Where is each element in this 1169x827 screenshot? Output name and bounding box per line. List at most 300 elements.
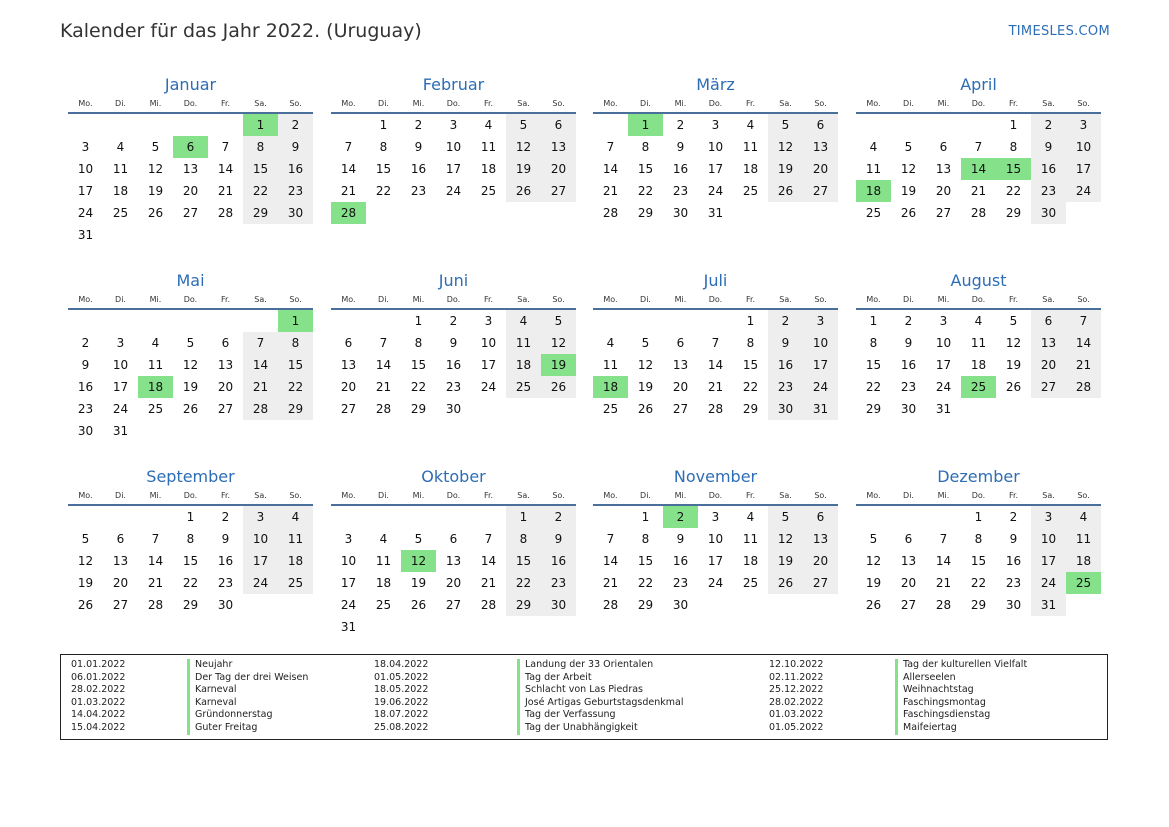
empty-day-cell bbox=[926, 114, 961, 136]
weekday-label: Mo. bbox=[603, 295, 618, 304]
day-cell: 21 bbox=[602, 184, 619, 198]
day-cell: 28 bbox=[935, 598, 952, 612]
day-cell: 30 bbox=[77, 424, 94, 438]
week-row bbox=[331, 616, 576, 638]
day-cell: 28 bbox=[147, 598, 164, 612]
day-cell: 17 bbox=[445, 162, 462, 176]
day-cell: 23 bbox=[768, 376, 803, 398]
month-name: März bbox=[696, 75, 735, 94]
day-cell: 27 bbox=[803, 180, 838, 202]
day-cell: 10 bbox=[707, 140, 724, 154]
day-cell: 21 bbox=[1066, 354, 1101, 376]
month-april bbox=[856, 74, 1101, 224]
day-cell: 4 bbox=[974, 314, 983, 328]
day-cell: 10 bbox=[1031, 528, 1066, 550]
week-row bbox=[593, 506, 838, 528]
day-cell: 31 bbox=[803, 398, 838, 420]
day-cell: 29 bbox=[637, 206, 654, 220]
legend-date: 28.02.2022 bbox=[769, 696, 824, 708]
day-cell: 20 bbox=[1031, 354, 1066, 376]
legend-date: 25.12.2022 bbox=[769, 684, 824, 696]
day-cell: 24 bbox=[77, 206, 94, 220]
weekday-label: Fr. bbox=[1008, 491, 1019, 500]
day-cell: 20 bbox=[340, 380, 357, 394]
day-cell: 1 bbox=[641, 510, 650, 524]
week-row bbox=[856, 506, 1101, 528]
day-cell: 13 bbox=[541, 136, 576, 158]
day-cell: 19 bbox=[637, 380, 654, 394]
empty-day-cell bbox=[471, 616, 506, 638]
day-cell: 12 bbox=[506, 136, 541, 158]
week-row bbox=[68, 376, 313, 398]
empty-day-cell bbox=[891, 506, 926, 528]
day-cell: 17 bbox=[707, 554, 724, 568]
day-cell: 10 bbox=[445, 140, 462, 154]
empty-day-cell bbox=[436, 506, 471, 528]
day-cell: 1 bbox=[869, 314, 878, 328]
day-cell: 23 bbox=[410, 184, 427, 198]
day-cell: 17 bbox=[707, 162, 724, 176]
day-cell: 3 bbox=[449, 118, 458, 132]
day-cell: 3 bbox=[803, 310, 838, 332]
day-cell: 11 bbox=[970, 336, 987, 350]
day-cell: 17 bbox=[77, 184, 94, 198]
day-cell: 11 bbox=[506, 332, 541, 354]
day-cell: 23 bbox=[541, 572, 576, 594]
day-cell: 24 bbox=[803, 376, 838, 398]
legend-holiday-name: Tag der kulturellen Vielfalt bbox=[895, 659, 1027, 672]
empty-day-cell bbox=[208, 420, 243, 442]
day-cell: 6 bbox=[803, 114, 838, 136]
weekday-header bbox=[856, 96, 1101, 114]
week-row bbox=[331, 354, 576, 376]
day-cell: 22 bbox=[742, 380, 759, 394]
day-cell: 27 bbox=[672, 402, 689, 416]
weekday-label: Mi. bbox=[412, 491, 425, 500]
weekday-header bbox=[593, 292, 838, 310]
empty-day-cell bbox=[243, 310, 278, 332]
day-cell: 22 bbox=[278, 376, 313, 398]
day-cell: 20 bbox=[182, 184, 199, 198]
holiday-day-cell: 15 bbox=[996, 158, 1031, 180]
legend-date: 01.03.2022 bbox=[71, 696, 126, 708]
day-cell: 11 bbox=[480, 140, 497, 154]
day-cell: 16 bbox=[1005, 554, 1022, 568]
weekday-label: Sa. bbox=[254, 295, 267, 304]
empty-day-cell bbox=[471, 398, 506, 420]
holiday-legend bbox=[60, 654, 1108, 740]
month-name: Juli bbox=[703, 271, 728, 290]
day-cell: 8 bbox=[869, 336, 878, 350]
day-cell: 1 bbox=[414, 314, 423, 328]
day-cell: 7 bbox=[151, 532, 160, 546]
day-cell: 27 bbox=[541, 180, 576, 202]
legend-holiday-name: Landung der 33 Orientalen bbox=[517, 659, 684, 672]
day-cell: 31 bbox=[77, 228, 94, 242]
day-cell: 5 bbox=[541, 310, 576, 332]
day-cell: 28 bbox=[970, 206, 987, 220]
empty-day-cell bbox=[856, 506, 891, 528]
day-cell: 27 bbox=[112, 598, 129, 612]
day-cell: 2 bbox=[768, 310, 803, 332]
day-cell: 8 bbox=[1009, 140, 1018, 154]
week-row bbox=[68, 528, 313, 550]
day-cell: 11 bbox=[1066, 528, 1101, 550]
week-row bbox=[593, 332, 838, 354]
day-cell: 31 bbox=[707, 206, 724, 220]
day-cell: 5 bbox=[641, 336, 650, 350]
day-cell: 26 bbox=[768, 180, 803, 202]
empty-day-cell bbox=[208, 114, 243, 136]
empty-day-cell bbox=[278, 420, 313, 442]
legend-names-column bbox=[187, 659, 308, 735]
day-cell: 28 bbox=[375, 402, 392, 416]
day-cell: 24 bbox=[480, 380, 497, 394]
legend-date: 12.10.2022 bbox=[769, 659, 824, 670]
day-cell: 16 bbox=[445, 358, 462, 372]
weekday-label: Do. bbox=[446, 295, 461, 304]
brand-link[interactable]: TIMESLES.COM bbox=[1008, 24, 1110, 39]
month-september bbox=[68, 466, 313, 616]
day-cell: 15 bbox=[637, 162, 654, 176]
weekday-label: Do. bbox=[971, 99, 986, 108]
weekday-label: Do. bbox=[446, 99, 461, 108]
weekday-label: Do. bbox=[971, 295, 986, 304]
day-cell: 12 bbox=[147, 162, 164, 176]
holiday-day-cell: 25 bbox=[1066, 572, 1101, 594]
weekday-label: Do. bbox=[708, 491, 723, 500]
day-cell: 25 bbox=[112, 206, 129, 220]
day-cell: 12 bbox=[768, 528, 803, 550]
empty-day-cell bbox=[436, 616, 471, 638]
empty-day-cell bbox=[243, 594, 278, 616]
day-cell: 13 bbox=[1031, 332, 1066, 354]
weekday-label: Di. bbox=[378, 295, 389, 304]
legend-date: 18.07.2022 bbox=[374, 709, 429, 721]
holiday-day-cell: 18 bbox=[593, 376, 628, 398]
empty-day-cell bbox=[243, 224, 278, 246]
day-cell: 6 bbox=[449, 532, 458, 546]
day-cell: 24 bbox=[935, 380, 952, 394]
day-cell: 24 bbox=[445, 184, 462, 198]
legend-date: 15.04.2022 bbox=[71, 721, 126, 733]
day-cell: 12 bbox=[768, 136, 803, 158]
week-row bbox=[856, 398, 1101, 420]
day-cell: 16 bbox=[217, 554, 234, 568]
weekday-label: Mi. bbox=[674, 491, 687, 500]
day-cell: 7 bbox=[974, 140, 983, 154]
day-cell: 15 bbox=[375, 162, 392, 176]
day-cell: 23 bbox=[77, 402, 94, 416]
legend-date: 18.05.2022 bbox=[374, 684, 429, 696]
day-cell: 6 bbox=[803, 506, 838, 528]
day-cell: 14 bbox=[147, 554, 164, 568]
day-cell: 24 bbox=[1031, 572, 1066, 594]
day-cell: 3 bbox=[484, 314, 493, 328]
day-cell: 22 bbox=[375, 184, 392, 198]
week-row bbox=[593, 572, 838, 594]
day-cell: 22 bbox=[865, 380, 882, 394]
empty-day-cell bbox=[138, 114, 173, 136]
day-cell: 2 bbox=[221, 510, 230, 524]
weekday-label: Mi. bbox=[674, 295, 687, 304]
day-cell: 25 bbox=[742, 184, 759, 198]
day-cell: 3 bbox=[711, 118, 720, 132]
legend-holiday-name: Karneval bbox=[187, 684, 308, 697]
week-row bbox=[593, 528, 838, 550]
legend-holiday-name: Der Tag der drei Weisen bbox=[187, 672, 308, 685]
legend-date: 25.08.2022 bbox=[374, 721, 429, 733]
day-cell: 7 bbox=[606, 140, 615, 154]
week-row bbox=[593, 594, 838, 616]
week-row bbox=[331, 506, 576, 528]
day-cell: 22 bbox=[410, 380, 427, 394]
day-cell: 4 bbox=[606, 336, 615, 350]
week-row bbox=[331, 114, 576, 136]
legend-date: 01.05.2022 bbox=[769, 721, 824, 733]
day-cell: 29 bbox=[637, 598, 654, 612]
day-cell: 30 bbox=[278, 202, 313, 224]
day-cell: 7 bbox=[344, 140, 353, 154]
day-cell: 23 bbox=[445, 380, 462, 394]
day-cell: 11 bbox=[602, 358, 619, 372]
weekday-label: Do. bbox=[183, 99, 198, 108]
week-row bbox=[68, 224, 313, 246]
weekday-label: So. bbox=[552, 491, 565, 500]
empty-day-cell bbox=[331, 506, 366, 528]
day-cell: 23 bbox=[672, 576, 689, 590]
empty-day-cell bbox=[366, 506, 401, 528]
day-cell: 18 bbox=[1066, 550, 1101, 572]
day-cell: 10 bbox=[112, 358, 129, 372]
day-cell: 11 bbox=[865, 162, 882, 176]
day-cell: 30 bbox=[1031, 202, 1066, 224]
weekday-label: Mi. bbox=[149, 491, 162, 500]
day-cell: 26 bbox=[506, 180, 541, 202]
day-cell: 2 bbox=[1031, 114, 1066, 136]
day-cell: 4 bbox=[484, 118, 493, 132]
day-cell: 13 bbox=[340, 358, 357, 372]
weekday-label: Mi. bbox=[149, 99, 162, 108]
legend-holiday-name: Weihnachtstag bbox=[895, 684, 1027, 697]
day-cell: 22 bbox=[243, 180, 278, 202]
week-row bbox=[331, 136, 576, 158]
day-cell: 7 bbox=[711, 336, 720, 350]
month-name: Dezember bbox=[937, 467, 1020, 486]
day-cell: 26 bbox=[865, 598, 882, 612]
day-cell: 13 bbox=[803, 136, 838, 158]
day-cell: 4 bbox=[869, 140, 878, 154]
day-cell: 22 bbox=[637, 576, 654, 590]
day-cell: 6 bbox=[904, 532, 913, 546]
day-cell: 23 bbox=[1031, 180, 1066, 202]
week-row bbox=[68, 354, 313, 376]
day-cell: 27 bbox=[445, 598, 462, 612]
legend-holiday-name: Gründonnerstag bbox=[187, 709, 308, 722]
day-cell: 14 bbox=[602, 162, 619, 176]
weekday-label: Fr. bbox=[745, 295, 756, 304]
day-cell: 30 bbox=[1005, 598, 1022, 612]
day-cell: 11 bbox=[742, 532, 759, 546]
week-row bbox=[856, 180, 1101, 202]
day-cell: 5 bbox=[768, 114, 803, 136]
week-row bbox=[68, 594, 313, 616]
weekday-label: So. bbox=[814, 99, 827, 108]
day-cell: 10 bbox=[480, 336, 497, 350]
day-cell: 20 bbox=[935, 184, 952, 198]
empty-day-cell bbox=[173, 310, 208, 332]
day-cell: 13 bbox=[935, 162, 952, 176]
day-cell: 29 bbox=[970, 598, 987, 612]
day-cell: 14 bbox=[602, 554, 619, 568]
week-row bbox=[331, 550, 576, 572]
legend-date: 18.04.2022 bbox=[374, 659, 429, 670]
page-title: Kalender für das Jahr 2022. (Uruguay) bbox=[60, 20, 422, 42]
weekday-label: Mi. bbox=[149, 295, 162, 304]
weekday-label: Di. bbox=[378, 491, 389, 500]
month-august bbox=[856, 270, 1101, 420]
day-cell: 30 bbox=[445, 402, 462, 416]
day-cell: 20 bbox=[672, 380, 689, 394]
week-row bbox=[331, 572, 576, 594]
weekday-label: Di. bbox=[640, 491, 651, 500]
empty-day-cell bbox=[1066, 202, 1101, 224]
month-juni bbox=[331, 270, 576, 420]
empty-day-cell bbox=[593, 506, 628, 528]
day-cell: 3 bbox=[1066, 114, 1101, 136]
day-cell: 12 bbox=[865, 554, 882, 568]
weekday-label: Sa. bbox=[779, 491, 792, 500]
week-row bbox=[68, 420, 313, 442]
empty-day-cell bbox=[278, 224, 313, 246]
day-cell: 29 bbox=[410, 402, 427, 416]
day-cell: 18 bbox=[742, 162, 759, 176]
week-row bbox=[331, 376, 576, 398]
day-cell: 9 bbox=[414, 140, 423, 154]
day-cell: 5 bbox=[768, 506, 803, 528]
day-cell: 9 bbox=[278, 136, 313, 158]
day-cell: 18 bbox=[506, 354, 541, 376]
weekday-label: Fr. bbox=[483, 99, 494, 108]
weekday-label: Di. bbox=[378, 99, 389, 108]
day-cell: 27 bbox=[803, 572, 838, 594]
day-cell: 14 bbox=[375, 358, 392, 372]
day-cell: 8 bbox=[641, 532, 650, 546]
weekday-label: Sa. bbox=[254, 491, 267, 500]
week-row bbox=[856, 310, 1101, 332]
holiday-day-cell: 18 bbox=[138, 376, 173, 398]
week-row bbox=[856, 332, 1101, 354]
weekday-label: Sa. bbox=[1042, 295, 1055, 304]
empty-day-cell bbox=[278, 594, 313, 616]
legend-date: 01.03.2022 bbox=[769, 709, 824, 721]
week-row bbox=[856, 202, 1101, 224]
weekday-label: Mo. bbox=[341, 295, 356, 304]
day-cell: 19 bbox=[768, 158, 803, 180]
weekday-label: Di. bbox=[115, 491, 126, 500]
weekday-label: Mi. bbox=[412, 295, 425, 304]
legend-holiday-name: Faschingsdienstag bbox=[895, 709, 1027, 722]
day-cell: 29 bbox=[865, 402, 882, 416]
day-cell: 2 bbox=[449, 314, 458, 328]
week-row bbox=[331, 310, 576, 332]
week-row bbox=[856, 528, 1101, 550]
day-cell: 30 bbox=[672, 598, 689, 612]
month-name: Januar bbox=[164, 75, 217, 94]
day-cell: 27 bbox=[182, 206, 199, 220]
month-oktober bbox=[331, 466, 576, 638]
day-cell: 19 bbox=[900, 184, 917, 198]
day-cell: 15 bbox=[637, 554, 654, 568]
day-cell: 25 bbox=[742, 576, 759, 590]
day-cell: 6 bbox=[221, 336, 230, 350]
day-cell: 2 bbox=[414, 118, 423, 132]
legend-date: 02.11.2022 bbox=[769, 671, 824, 683]
empty-day-cell bbox=[996, 398, 1031, 420]
day-cell: 6 bbox=[676, 336, 685, 350]
day-cell: 21 bbox=[375, 380, 392, 394]
weekday-label: Do. bbox=[708, 99, 723, 108]
weekday-label: Do. bbox=[446, 491, 461, 500]
holiday-day-cell: 19 bbox=[541, 354, 576, 376]
day-cell: 28 bbox=[602, 598, 619, 612]
day-cell: 1 bbox=[186, 510, 195, 524]
day-cell: 19 bbox=[77, 576, 94, 590]
weekday-label: So. bbox=[814, 491, 827, 500]
day-cell: 4 bbox=[746, 510, 755, 524]
day-cell: 30 bbox=[217, 598, 234, 612]
week-row bbox=[856, 136, 1101, 158]
legend-names-column bbox=[895, 659, 1027, 735]
legend-holiday-name: Maifeiertag bbox=[895, 722, 1027, 735]
empty-day-cell bbox=[961, 114, 996, 136]
day-cell: 26 bbox=[900, 206, 917, 220]
holiday-day-cell: 1 bbox=[243, 114, 278, 136]
day-cell: 25 bbox=[375, 598, 392, 612]
empty-day-cell bbox=[891, 114, 926, 136]
day-cell: 3 bbox=[711, 510, 720, 524]
legend-dates-column bbox=[374, 659, 428, 735]
empty-day-cell bbox=[208, 310, 243, 332]
weekday-label: Do. bbox=[971, 491, 986, 500]
holiday-day-cell: 1 bbox=[628, 114, 663, 136]
weekday-header bbox=[68, 488, 313, 506]
weekday-header bbox=[331, 488, 576, 506]
day-cell: 20 bbox=[541, 158, 576, 180]
legend-holiday-name: Allerseelen bbox=[895, 672, 1027, 685]
legend-names-column bbox=[517, 659, 684, 735]
weekday-label: So. bbox=[814, 295, 827, 304]
day-cell: 12 bbox=[541, 332, 576, 354]
legend-date: 01.01.2022 bbox=[71, 659, 126, 670]
day-cell: 14 bbox=[243, 354, 278, 376]
day-cell: 7 bbox=[379, 336, 388, 350]
empty-day-cell bbox=[138, 310, 173, 332]
weekday-label: Fr. bbox=[483, 295, 494, 304]
day-cell: 23 bbox=[278, 180, 313, 202]
weekday-label: Mi. bbox=[937, 99, 950, 108]
week-row bbox=[68, 114, 313, 136]
empty-day-cell bbox=[103, 224, 138, 246]
day-cell: 9 bbox=[1031, 136, 1066, 158]
day-cell: 5 bbox=[869, 532, 878, 546]
day-cell: 29 bbox=[506, 594, 541, 616]
day-cell: 22 bbox=[1005, 184, 1022, 198]
day-cell: 21 bbox=[602, 576, 619, 590]
day-cell: 12 bbox=[900, 162, 917, 176]
empty-day-cell bbox=[506, 202, 541, 224]
day-cell: 28 bbox=[217, 206, 234, 220]
